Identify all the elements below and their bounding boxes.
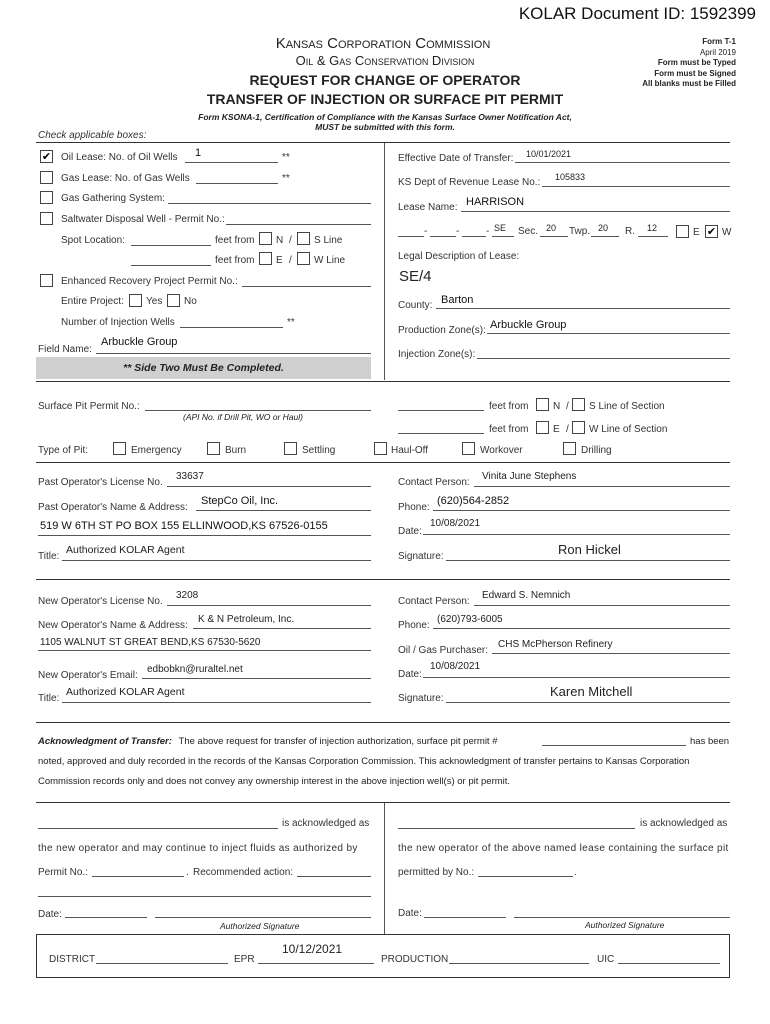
new-email-label: New Operator's Email: bbox=[38, 670, 138, 681]
ack-left-date-label: Date: bbox=[38, 909, 62, 920]
saltwater-label: Saltwater Disposal Well - Permit No.: bbox=[61, 214, 225, 225]
subtitle-2: MUST be submitted with this form. bbox=[315, 122, 455, 132]
past-name-label: Past Operator's Name & Address: bbox=[38, 502, 188, 513]
ack-right-is-ack: is acknowledged as bbox=[640, 818, 728, 829]
form-number: Form T-1 bbox=[702, 37, 736, 46]
pit-type-label: Type of Pit: bbox=[38, 445, 89, 456]
footer-district-line[interactable] bbox=[96, 963, 228, 964]
pit-s-checkbox[interactable] bbox=[572, 398, 585, 411]
entire-project-no-checkbox[interactable] bbox=[167, 294, 180, 307]
document-id: KOLAR Document ID: 1592399 bbox=[518, 4, 756, 23]
divider-pit bbox=[36, 381, 730, 382]
new-date-value[interactable]: 10/08/2021 bbox=[430, 661, 481, 672]
s-line-label: S Line bbox=[314, 235, 343, 246]
injection-wells-line[interactable] bbox=[180, 327, 283, 328]
pit-type-drilling-label: Drilling bbox=[581, 445, 612, 456]
past-contact-label: Contact Person: bbox=[398, 477, 470, 488]
ack-recommended-line[interactable] bbox=[297, 876, 371, 877]
ack-recommended-line-2[interactable] bbox=[38, 896, 371, 897]
past-name-line bbox=[196, 510, 371, 511]
range-value[interactable]: 12 bbox=[647, 223, 658, 233]
new-name-label: New Operator's Name & Address: bbox=[38, 620, 188, 631]
ack-permitted-by-line[interactable] bbox=[478, 876, 573, 877]
form-date: April 2019 bbox=[699, 47, 736, 57]
gas-lease-label: Gas Lease: No. of Gas Wells bbox=[61, 173, 190, 184]
qtr-value[interactable]: SE bbox=[494, 223, 507, 233]
no-label: No bbox=[184, 296, 197, 307]
pit-w-checkbox[interactable] bbox=[572, 421, 585, 434]
twp-value[interactable]: 20 bbox=[598, 223, 609, 233]
e-label: E bbox=[276, 255, 283, 266]
sec-label: Sec. bbox=[518, 226, 539, 237]
api-note: (API No. if Drill Pit, WO or Haul) bbox=[183, 412, 303, 422]
new-signature-value[interactable]: Karen Mitchell bbox=[550, 684, 633, 699]
past-license-value[interactable]: 33637 bbox=[176, 471, 204, 482]
past-phone-line bbox=[433, 510, 730, 511]
divider-top bbox=[36, 142, 730, 143]
past-signature-label: Signature: bbox=[398, 551, 444, 562]
saltwater-permit-line[interactable] bbox=[226, 224, 371, 225]
qtr-line-1[interactable] bbox=[398, 236, 424, 237]
injection-zone-label: Injection Zone(s): bbox=[398, 349, 476, 360]
form-typed-note: Form must be Typed bbox=[657, 58, 736, 67]
county-line bbox=[436, 308, 730, 309]
production-zone-value[interactable]: Arbuckle Group bbox=[490, 319, 567, 331]
new-email-value[interactable]: edbobkn@ruraltel.net bbox=[147, 664, 243, 675]
lease-name-line bbox=[461, 211, 730, 212]
county-value[interactable]: Barton bbox=[441, 294, 474, 306]
sec-value[interactable]: 20 bbox=[546, 223, 557, 233]
pit-type-drilling-checkbox[interactable] bbox=[563, 442, 576, 455]
new-address-line bbox=[38, 650, 371, 651]
legal-description-value[interactable]: SE/4 bbox=[399, 268, 432, 285]
gas-gathering-checkbox[interactable] bbox=[40, 191, 53, 204]
ack-text-1: The above request for transfer of injection authorization, surface pit permit # bbox=[178, 736, 498, 747]
subtitle-1: Form KSONA-1, Certification of Compliance with the Kansas Surface Owner Notification Act, bbox=[198, 112, 572, 122]
oil-wells-line bbox=[185, 162, 278, 163]
new-purchaser-value[interactable]: CHS McPherson Refinery bbox=[498, 639, 613, 650]
range-w-checkbox[interactable]: ✔ bbox=[706, 226, 717, 238]
ack-text-1-end: has been bbox=[690, 736, 730, 747]
field-name-label: Field Name: bbox=[38, 344, 92, 355]
footer-epr-label: EPR bbox=[234, 954, 255, 965]
divider-past bbox=[36, 462, 730, 463]
pit-s-line-label: S Line of Section bbox=[589, 401, 665, 412]
pit-feet-from-label: feet from bbox=[489, 424, 529, 435]
effective-date-line bbox=[515, 162, 730, 163]
past-signature-line bbox=[446, 560, 730, 561]
past-address-line bbox=[38, 535, 371, 536]
divider-new bbox=[36, 579, 730, 580]
new-purchaser-label: Oil / Gas Purchaser: bbox=[398, 645, 489, 656]
new-title-label: Title: bbox=[38, 693, 60, 704]
ack-recommended-label: Recommended action: bbox=[193, 867, 294, 878]
pit-type-workover-label: Workover bbox=[480, 445, 523, 456]
production-zone-label: Production Zone(s): bbox=[398, 325, 486, 336]
pit-type-workover-checkbox[interactable] bbox=[462, 442, 475, 455]
pit-n-checkbox[interactable] bbox=[536, 398, 549, 411]
ack-left-is-ack: is acknowledged as bbox=[282, 818, 370, 829]
new-title-value[interactable]: Authorized KOLAR Agent bbox=[66, 686, 185, 698]
new-phone-value[interactable]: (620)793-6005 bbox=[437, 614, 503, 625]
spot-w-checkbox[interactable] bbox=[297, 252, 310, 265]
new-address-value[interactable]: 1105 WALNUT ST GREAT BEND,KS 67530-5620 bbox=[40, 637, 261, 648]
injection-wells-label: Number of Injection Wells bbox=[61, 317, 175, 328]
county-label: County: bbox=[398, 300, 433, 311]
new-license-label: New Operator's License No. bbox=[38, 596, 163, 607]
qtr-line-2[interactable] bbox=[430, 236, 456, 237]
e-label: E bbox=[693, 227, 700, 238]
past-contact-value[interactable]: Vinita June Stephens bbox=[482, 471, 577, 482]
surface-pit-label: Surface Pit Permit No.: bbox=[38, 401, 140, 412]
field-name-line bbox=[96, 353, 371, 354]
ack-permit-no-label: Permit No.: bbox=[38, 867, 89, 878]
past-contact-line bbox=[474, 486, 730, 487]
pit-type-emergency-label: Emergency bbox=[131, 445, 182, 456]
ack-vertical-divider bbox=[384, 803, 385, 934]
past-title-line bbox=[62, 560, 371, 561]
gas-gathering-label: Gas Gathering System: bbox=[61, 193, 165, 204]
range-line bbox=[638, 236, 668, 237]
divider-ack bbox=[36, 722, 730, 723]
new-name-value[interactable]: K & N Petroleum, Inc. bbox=[198, 614, 295, 625]
new-title-line bbox=[62, 702, 371, 703]
past-date-line bbox=[423, 534, 730, 535]
vertical-divider bbox=[384, 143, 385, 380]
footer-epr-line bbox=[258, 963, 374, 964]
new-license-value[interactable]: 3208 bbox=[176, 590, 199, 601]
footer-district-label: DISTRICT bbox=[49, 954, 96, 965]
field-name-value[interactable]: Arbuckle Group bbox=[101, 336, 178, 348]
pit-type-settling-label: Settling bbox=[302, 445, 336, 456]
spot-e-checkbox[interactable] bbox=[259, 252, 272, 265]
spot-s-checkbox[interactable] bbox=[297, 232, 310, 245]
ack-right-date-label: Date: bbox=[398, 908, 422, 919]
footer-epr-value[interactable]: 10/12/2021 bbox=[282, 942, 343, 956]
surface-pit-line[interactable] bbox=[145, 410, 371, 411]
qtr-line-3[interactable] bbox=[462, 236, 486, 237]
past-license-line bbox=[167, 486, 371, 487]
footer-production-label: PRODUCTION bbox=[381, 954, 449, 965]
pit-e-checkbox[interactable] bbox=[536, 421, 549, 434]
ack-heading: Acknowledgment of Transfer: bbox=[38, 736, 172, 747]
gas-lease-checkbox[interactable] bbox=[40, 171, 53, 184]
pit-type-settling-checkbox[interactable] bbox=[284, 442, 297, 455]
pit-type-emergency-checkbox[interactable] bbox=[113, 442, 126, 455]
ks-lease-value[interactable]: 105833 bbox=[555, 172, 586, 182]
pit-feet-from-label: feet from bbox=[489, 401, 529, 412]
pit-n-label: N bbox=[553, 401, 561, 412]
pit-type-hauloff-checkbox[interactable] bbox=[374, 442, 387, 455]
entire-project-label: Entire Project: bbox=[61, 296, 124, 307]
past-date-label: Date: bbox=[398, 526, 422, 537]
sec-line bbox=[540, 236, 568, 237]
new-date-line bbox=[423, 677, 730, 678]
lease-name-value[interactable]: HARRISON bbox=[466, 196, 525, 208]
enhanced-permit-line[interactable] bbox=[242, 286, 371, 287]
past-license-label: Past Operator's License No. bbox=[38, 477, 163, 488]
ack-right-date-line[interactable] bbox=[424, 917, 506, 918]
pit-type-burn-label: Burn bbox=[225, 445, 247, 456]
ack-text-2: noted, approved and duly recorded in the records of the Kansas Corporation Commission. This acknowledgment of transfer pertains to Kansas Corporation bbox=[38, 756, 690, 767]
ack-right-operator-line[interactable] bbox=[398, 828, 635, 829]
pit-ns-feet-line[interactable] bbox=[398, 410, 484, 411]
effective-date-value[interactable]: 10/01/2021 bbox=[526, 149, 572, 159]
ack-right-sig-line[interactable] bbox=[514, 917, 730, 918]
ack-permit-no-line[interactable] bbox=[92, 876, 184, 877]
gas-wells-line[interactable] bbox=[196, 183, 278, 184]
ks-lease-label: KS Dept of Revenue Lease No.: bbox=[398, 177, 541, 188]
new-email-line bbox=[142, 678, 371, 679]
w-line-label: W Line bbox=[314, 255, 346, 266]
qtr-line-4 bbox=[492, 236, 514, 237]
production-zone-line bbox=[487, 333, 730, 334]
ack-left-date-line[interactable] bbox=[65, 917, 147, 918]
division-name: Oil & Gas Conservation Division bbox=[295, 53, 475, 68]
pit-type-hauloff-label: Haul-Off bbox=[391, 445, 429, 456]
spot-n-checkbox[interactable] bbox=[259, 232, 272, 245]
enhanced-recovery-checkbox[interactable] bbox=[40, 274, 53, 287]
footer-uic-line[interactable] bbox=[618, 963, 720, 964]
past-date-value[interactable]: 10/08/2021 bbox=[430, 518, 481, 529]
new-contact-value[interactable]: Edward S. Nemnich bbox=[482, 590, 571, 601]
form-blanks-note: All blanks must be Filled bbox=[642, 79, 736, 88]
pit-ew-feet-line[interactable] bbox=[398, 433, 484, 434]
ack-left-auth-sig: Authorized Signature bbox=[220, 921, 300, 931]
footer-production-line[interactable] bbox=[449, 963, 589, 964]
feet-from-label: feet from bbox=[215, 235, 255, 246]
ack-permit-line[interactable] bbox=[542, 745, 686, 746]
yes-label: Yes bbox=[146, 296, 163, 307]
enhanced-recovery-label: Enhanced Recovery Project Permit No.: bbox=[61, 276, 238, 287]
oil-lease-checkbox[interactable]: ✔ bbox=[41, 151, 52, 163]
ack-left-sig-line[interactable] bbox=[155, 917, 371, 918]
form-title-2: TRANSFER OF INJECTION OR SURFACE PIT PERMIT bbox=[206, 91, 564, 107]
legal-description-label: Legal Description of Lease: bbox=[398, 251, 520, 262]
footer-uic-label: UIC bbox=[597, 954, 615, 965]
past-address-value[interactable]: 519 W 6TH ST PO BOX 155 ELLINWOOD,KS 67526-0155 bbox=[40, 520, 328, 532]
spot-ns-feet-line[interactable] bbox=[131, 245, 211, 246]
feet-from-label: feet from bbox=[215, 255, 255, 266]
new-purchaser-line bbox=[492, 653, 730, 654]
gas-gathering-line[interactable] bbox=[168, 203, 371, 204]
past-name-value[interactable]: StepCo Oil, Inc. bbox=[201, 495, 279, 507]
ks-lease-line bbox=[542, 186, 730, 187]
pit-e-label: E bbox=[553, 424, 560, 435]
new-contact-line bbox=[474, 605, 730, 606]
effective-date-label: Effective Date of Transfer: bbox=[398, 153, 514, 164]
ack-line-1 bbox=[38, 736, 498, 747]
pit-type-burn-checkbox[interactable] bbox=[207, 442, 220, 455]
spot-ew-feet-line[interactable] bbox=[131, 265, 211, 266]
w-label: W bbox=[722, 227, 732, 238]
form-signed-note: Form must be Signed bbox=[654, 68, 736, 78]
past-phone-value[interactable]: (620)564-2852 bbox=[437, 495, 510, 507]
new-phone-label: Phone: bbox=[398, 620, 430, 631]
ack-right-auth-sig: Authorized Signature bbox=[585, 920, 665, 930]
ack-left-operator-line[interactable] bbox=[38, 828, 278, 829]
pit-w-line-label: W Line of Section bbox=[589, 424, 668, 435]
twp-line bbox=[591, 236, 619, 237]
lease-name-label: Lease Name: bbox=[398, 202, 458, 213]
ack-right-text: the new operator of the above named lease containing the surface pit bbox=[398, 843, 729, 854]
new-date-label: Date: bbox=[398, 669, 422, 680]
n-label: N bbox=[276, 235, 284, 246]
new-contact-label: Contact Person: bbox=[398, 596, 470, 607]
past-title-value[interactable]: Authorized KOLAR Agent bbox=[66, 544, 185, 556]
new-signature-line bbox=[446, 702, 730, 703]
ack-permitted-by-label: permitted by No.: bbox=[398, 867, 475, 878]
oil-lease-label: Oil Lease: No. of Oil Wells bbox=[61, 152, 178, 163]
new-phone-line bbox=[433, 628, 730, 629]
oil-wells-value[interactable]: 1 bbox=[195, 147, 202, 159]
injection-zone-line[interactable] bbox=[477, 358, 730, 359]
range-e-checkbox[interactable] bbox=[676, 225, 689, 238]
side-two-note: ** Side Two Must Be Completed. bbox=[123, 362, 284, 374]
check-boxes-label: Check applicable boxes: bbox=[38, 130, 147, 141]
ack-text-3: Commission records only and does not convey any ownership interest in the above injection well(s) or pit permit. bbox=[38, 776, 511, 787]
ack-left-text: the new operator and may continue to inject fluids as authorized by bbox=[38, 843, 358, 854]
spot-location-label: Spot Location: bbox=[61, 235, 125, 246]
form-title-1: REQUEST FOR CHANGE OF OPERATOR bbox=[249, 72, 521, 88]
new-name-line bbox=[193, 628, 371, 629]
twp-label: Twp. bbox=[569, 226, 591, 237]
past-title-label: Title: bbox=[38, 551, 60, 562]
new-signature-label: Signature: bbox=[398, 693, 444, 704]
past-phone-label: Phone: bbox=[398, 502, 430, 513]
divider-ack-bottom bbox=[36, 802, 730, 803]
past-signature-value[interactable]: Ron Hickel bbox=[558, 542, 621, 557]
saltwater-checkbox[interactable] bbox=[40, 212, 53, 225]
agency-text: Kansas Corporation Commission bbox=[275, 35, 491, 52]
range-label: R. bbox=[625, 226, 635, 237]
new-license-line bbox=[167, 605, 371, 606]
entire-project-yes-checkbox[interactable] bbox=[129, 294, 142, 307]
